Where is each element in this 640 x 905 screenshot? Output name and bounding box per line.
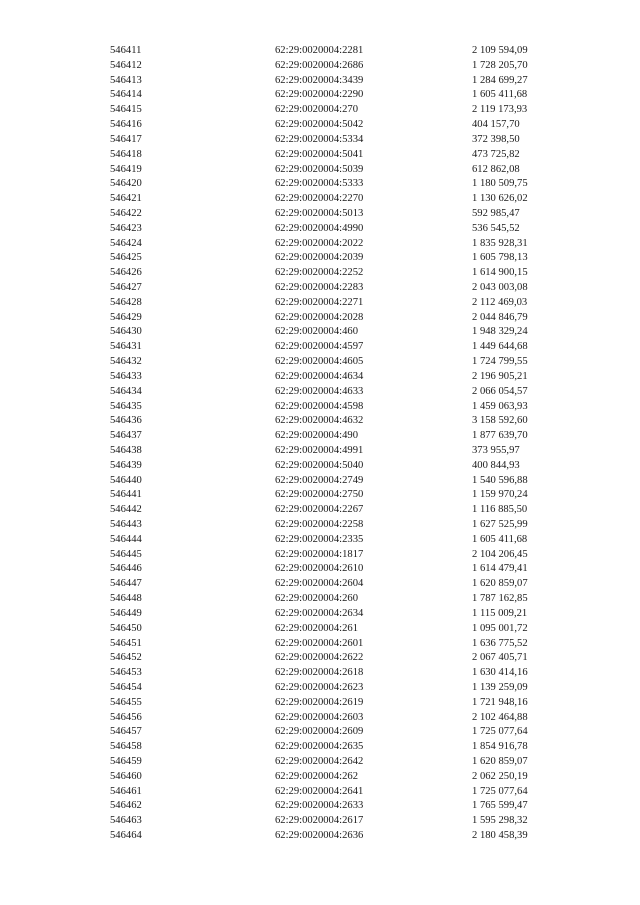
cadastral-number: 62:29:0020004:2641	[275, 785, 364, 797]
table-row	[110, 266, 550, 281]
cadastral-value: 1 854 916,78	[472, 741, 528, 753]
table-row	[110, 562, 550, 577]
table-row	[110, 444, 550, 459]
cadastral-value: 1 877 639,70	[472, 430, 528, 442]
cadastral-number: 62:29:0020004:2622	[275, 652, 364, 664]
row-number: 546421	[110, 193, 142, 205]
table-row	[110, 385, 550, 400]
row-number: 546444	[110, 533, 142, 545]
cadastral-value: 1 728 205,70	[472, 59, 528, 71]
table-row	[110, 103, 550, 118]
cadastral-value: 1 605 798,13	[472, 252, 528, 264]
row-number: 546452	[110, 652, 142, 664]
cadastral-value: 1 605 411,68	[472, 89, 528, 101]
table-row	[110, 44, 550, 59]
cadastral-number: 62:29:0020004:460	[275, 326, 358, 338]
table-row	[110, 651, 550, 666]
cadastral-number: 62:29:0020004:1817	[275, 548, 364, 560]
cadastral-value: 2 043 003,08	[472, 282, 528, 293]
row-number: 546440	[110, 474, 142, 486]
row-number: 546430	[110, 326, 142, 338]
cadastral-number: 62:29:0020004:2601	[275, 637, 364, 649]
cadastral-value: 2 112 469,03	[472, 296, 528, 308]
cadastral-number: 62:29:0020004:4605	[275, 356, 364, 368]
cadastral-value: 1 721 948,16	[472, 696, 528, 708]
table-row	[110, 548, 550, 563]
cadastral-number: 62:29:0020004:2283	[275, 282, 364, 293]
cadastral-number: 62:29:0020004:3439	[275, 74, 364, 86]
cadastral-number: 62:29:0020004:4634	[275, 370, 364, 382]
row-number: 546439	[110, 459, 142, 471]
row-number: 546462	[110, 800, 142, 812]
table-row	[110, 785, 550, 800]
table-row	[110, 163, 550, 178]
cadastral-value: 1 115 009,21	[472, 607, 528, 619]
table-row	[110, 474, 550, 489]
cadastral-value: 1 620 859,07	[472, 578, 528, 590]
cadastral-number: 62:29:0020004:2281	[275, 45, 364, 56]
table-row	[110, 696, 550, 711]
table-row	[110, 192, 550, 207]
cadastral-value: 1 180 509,75	[472, 178, 528, 190]
cadastral-number: 62:29:0020004:2636	[275, 830, 364, 842]
table-row	[110, 177, 550, 192]
cadastral-number: 62:29:0020004:262	[275, 770, 358, 782]
row-number: 546418	[110, 148, 142, 160]
row-number: 546414	[110, 89, 142, 101]
cadastral-number: 62:29:0020004:2271	[275, 296, 364, 308]
cadastral-value: 1 116 885,50	[472, 504, 528, 516]
row-number: 546442	[110, 504, 142, 516]
cadastral-value-table	[110, 44, 550, 844]
row-number: 546454	[110, 681, 142, 693]
cadastral-value: 372 398,50	[472, 133, 520, 145]
row-number: 546446	[110, 563, 142, 575]
cadastral-value: 404 157,70	[472, 119, 520, 131]
cadastral-number: 62:29:0020004:2270	[275, 193, 364, 205]
row-number: 546457	[110, 726, 142, 738]
cadastral-value: 1 095 001,72	[472, 622, 528, 634]
table-row	[110, 814, 550, 829]
cadastral-value: 1 159 970,24	[472, 489, 528, 501]
row-number: 546429	[110, 311, 142, 323]
cadastral-value: 1 449 644,68	[472, 341, 528, 353]
row-number: 546459	[110, 756, 142, 767]
table-row	[110, 414, 550, 429]
cadastral-value: 2 109 594,09	[472, 45, 528, 56]
row-number: 546445	[110, 548, 142, 560]
row-number: 546441	[110, 489, 142, 501]
table-row	[110, 325, 550, 340]
cadastral-value: 1 948 329,24	[472, 326, 528, 338]
table-row	[110, 592, 550, 607]
cadastral-number: 62:29:0020004:260	[275, 593, 358, 605]
table-row	[110, 829, 550, 844]
cadastral-number: 62:29:0020004:5041	[275, 148, 364, 160]
table-row	[110, 400, 550, 415]
table-row	[110, 59, 550, 74]
cadastral-value: 1 765 599,47	[472, 800, 528, 812]
cadastral-value: 2 067 405,71	[472, 652, 528, 664]
cadastral-value: 592 985,47	[472, 207, 520, 219]
row-number: 546413	[110, 74, 142, 86]
cadastral-value: 2 119 173,93	[472, 104, 528, 116]
row-number: 546422	[110, 207, 142, 219]
row-number: 546453	[110, 667, 142, 679]
cadastral-value: 1 627 525,99	[472, 519, 528, 530]
cadastral-value: 1 725 077,64	[472, 726, 528, 738]
row-number: 546437	[110, 430, 142, 442]
cadastral-number: 62:29:0020004:2749	[275, 474, 364, 486]
cadastral-number: 62:29:0020004:2290	[275, 89, 364, 101]
row-number: 546455	[110, 696, 142, 708]
row-number: 546431	[110, 341, 142, 353]
cadastral-value: 1 835 928,31	[472, 237, 528, 249]
table-row	[110, 370, 550, 385]
table-row	[110, 755, 550, 770]
row-number: 546456	[110, 711, 142, 723]
row-number: 546417	[110, 133, 142, 145]
table-row	[110, 503, 550, 518]
row-number: 546425	[110, 252, 142, 264]
table-row	[110, 74, 550, 89]
cadastral-number: 62:29:0020004:2633	[275, 800, 364, 812]
cadastral-number: 62:29:0020004:5333	[275, 178, 364, 190]
cadastral-number: 62:29:0020004:2028	[275, 311, 364, 323]
cadastral-number: 62:29:0020004:2618	[275, 667, 364, 679]
table-row	[110, 222, 550, 237]
cadastral-number: 62:29:0020004:2603	[275, 711, 364, 723]
row-number: 546428	[110, 296, 142, 308]
row-number: 546411	[110, 45, 142, 56]
table-row	[110, 429, 550, 444]
table-row	[110, 148, 550, 163]
cadastral-value: 2 102 464,88	[472, 711, 528, 723]
table-row	[110, 622, 550, 637]
cadastral-number: 62:29:0020004:2258	[275, 519, 364, 530]
cadastral-number: 62:29:0020004:5039	[275, 163, 364, 175]
table-row	[110, 296, 550, 311]
cadastral-number: 62:29:0020004:261	[275, 622, 358, 634]
cadastral-number: 62:29:0020004:2635	[275, 741, 364, 753]
cadastral-value: 1 636 775,52	[472, 637, 528, 649]
table-row	[110, 88, 550, 103]
cadastral-value: 473 725,82	[472, 148, 520, 160]
row-number: 546464	[110, 830, 142, 842]
row-number: 546415	[110, 104, 142, 116]
row-number: 546419	[110, 163, 142, 175]
cadastral-number: 62:29:0020004:2252	[275, 267, 364, 279]
cadastral-value: 612 862,08	[472, 163, 520, 175]
row-number: 546436	[110, 415, 142, 427]
cadastral-number: 62:29:0020004:2623	[275, 681, 364, 693]
cadastral-number: 62:29:0020004:2686	[275, 59, 364, 71]
cadastral-number: 62:29:0020004:4990	[275, 222, 364, 234]
cadastral-value: 2 104 206,45	[472, 548, 528, 560]
row-number: 546434	[110, 385, 142, 397]
table-row	[110, 681, 550, 696]
cadastral-number: 62:29:0020004:270	[275, 104, 358, 116]
cadastral-value: 1 130 626,02	[472, 193, 528, 205]
table-row	[110, 799, 550, 814]
table-row	[110, 518, 550, 533]
cadastral-number: 62:29:0020004:2634	[275, 607, 364, 619]
cadastral-value: 1 139 259,09	[472, 681, 528, 693]
cadastral-number: 62:29:0020004:5013	[275, 207, 364, 219]
table-row	[110, 207, 550, 222]
table-row	[110, 237, 550, 252]
cadastral-number: 62:29:0020004:2039	[275, 252, 364, 264]
row-number: 546460	[110, 770, 142, 782]
cadastral-value: 1 787 162,85	[472, 593, 528, 605]
row-number: 546432	[110, 356, 142, 368]
row-number: 546443	[110, 519, 142, 530]
table-row	[110, 251, 550, 266]
row-number: 546420	[110, 178, 142, 190]
row-number: 546447	[110, 578, 142, 590]
table-row	[110, 666, 550, 681]
cadastral-value: 1 459 063,93	[472, 400, 528, 412]
row-number: 546448	[110, 593, 142, 605]
cadastral-value: 373 955,97	[472, 444, 520, 456]
cadastral-value: 2 180 458,39	[472, 830, 528, 842]
row-number: 546427	[110, 282, 142, 293]
table-row	[110, 740, 550, 755]
table-row	[110, 577, 550, 592]
row-number: 546423	[110, 222, 142, 234]
cadastral-value: 2 066 054,57	[472, 385, 528, 397]
cadastral-number: 62:29:0020004:490	[275, 430, 358, 442]
row-number: 546426	[110, 267, 142, 279]
cadastral-value: 1 620 859,07	[472, 756, 528, 767]
cadastral-value: 536 545,52	[472, 222, 520, 234]
table-row	[110, 133, 550, 148]
cadastral-number: 62:29:0020004:2609	[275, 726, 364, 738]
cadastral-number: 62:29:0020004:2335	[275, 533, 364, 545]
cadastral-number: 62:29:0020004:4597	[275, 341, 364, 353]
cadastral-value: 1 724 799,55	[472, 356, 528, 368]
cadastral-number: 62:29:0020004:5334	[275, 133, 364, 145]
table-row	[110, 488, 550, 503]
row-number: 546458	[110, 741, 142, 753]
row-number: 546424	[110, 237, 142, 249]
row-number: 546438	[110, 444, 142, 456]
cadastral-value: 1 605 411,68	[472, 533, 528, 545]
cadastral-number: 62:29:0020004:2642	[275, 756, 364, 767]
cadastral-number: 62:29:0020004:2604	[275, 578, 364, 590]
row-number: 546463	[110, 815, 142, 827]
table-row	[110, 459, 550, 474]
cadastral-number: 62:29:0020004:4991	[275, 444, 364, 456]
table-row	[110, 281, 550, 296]
cadastral-value: 1 725 077,64	[472, 785, 528, 797]
table-row	[110, 770, 550, 785]
cadastral-number: 62:29:0020004:4633	[275, 385, 364, 397]
cadastral-value: 1 614 900,15	[472, 267, 528, 279]
cadastral-number: 62:29:0020004:2750	[275, 489, 364, 501]
table-row	[110, 340, 550, 355]
cadastral-number: 62:29:0020004:2267	[275, 504, 364, 516]
cadastral-number: 62:29:0020004:2022	[275, 237, 364, 249]
row-number: 546449	[110, 607, 142, 619]
cadastral-value: 400 844,93	[472, 459, 520, 471]
table-row	[110, 118, 550, 133]
table-row	[110, 311, 550, 326]
cadastral-value: 1 540 596,88	[472, 474, 528, 486]
cadastral-value: 1 614 479,41	[472, 563, 528, 575]
cadastral-number: 62:29:0020004:2619	[275, 696, 364, 708]
row-number: 546435	[110, 400, 142, 412]
cadastral-value: 1 630 414,16	[472, 667, 528, 679]
cadastral-value: 2 196 905,21	[472, 370, 528, 382]
cadastral-number: 62:29:0020004:5040	[275, 459, 364, 471]
row-number: 546433	[110, 370, 142, 382]
row-number: 546461	[110, 785, 142, 797]
table-row	[110, 607, 550, 622]
cadastral-number: 62:29:0020004:2610	[275, 563, 364, 575]
table-row	[110, 355, 550, 370]
row-number: 546412	[110, 59, 142, 71]
cadastral-number: 62:29:0020004:5042	[275, 119, 364, 131]
table-row	[110, 637, 550, 652]
cadastral-value: 1 284 699,27	[472, 74, 528, 86]
cadastral-number: 62:29:0020004:4598	[275, 400, 364, 412]
cadastral-value: 2 044 846,79	[472, 311, 528, 323]
table-row	[110, 533, 550, 548]
cadastral-value: 3 158 592,60	[472, 415, 528, 427]
cadastral-value: 1 595 298,32	[472, 815, 528, 827]
table-row	[110, 711, 550, 726]
row-number: 546416	[110, 119, 142, 131]
cadastral-number: 62:29:0020004:4632	[275, 415, 364, 427]
cadastral-value: 2 062 250,19	[472, 770, 528, 782]
row-number: 546451	[110, 637, 142, 649]
row-number: 546450	[110, 622, 142, 634]
cadastral-number: 62:29:0020004:2617	[275, 815, 364, 827]
table-row	[110, 725, 550, 740]
